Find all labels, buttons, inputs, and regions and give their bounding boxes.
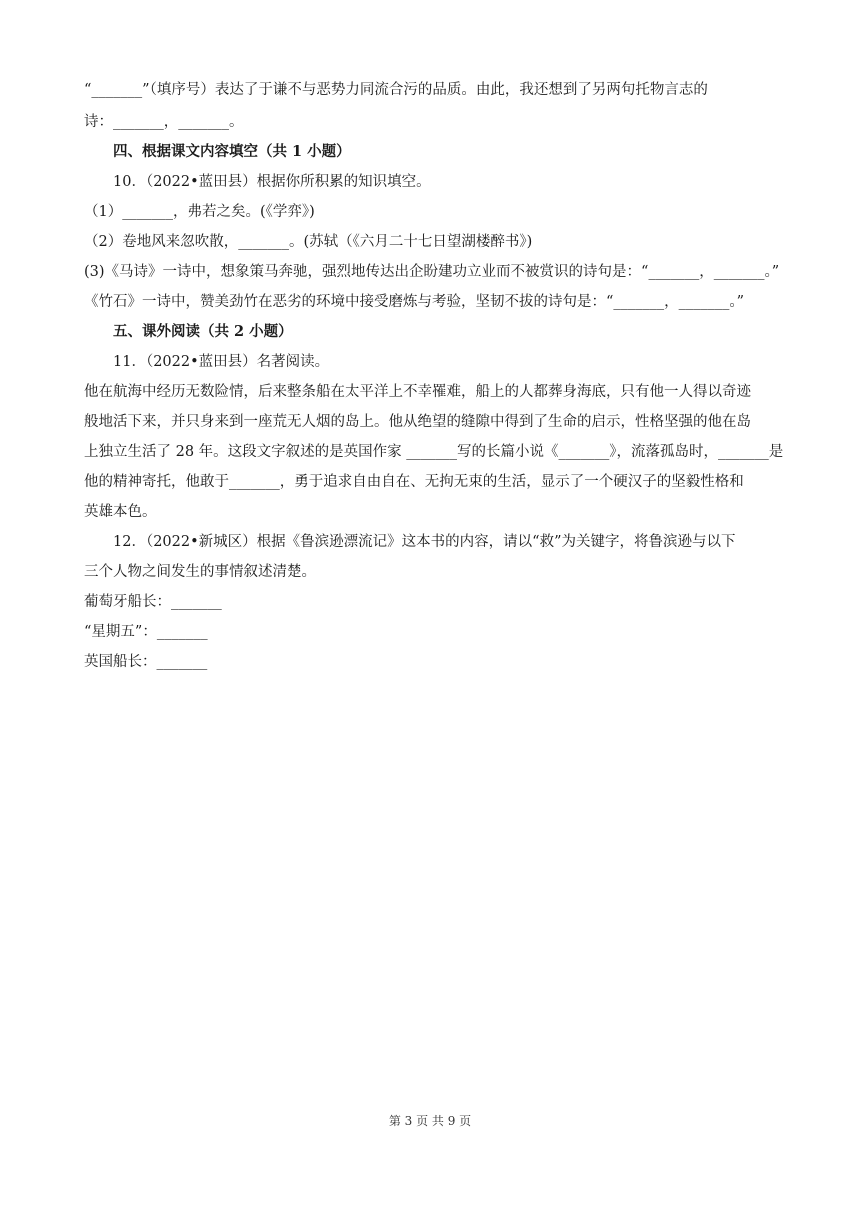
q12-answer-friday: “星期五”：_______: [84, 624, 208, 640]
section-heading-4: 四、根据课文内容填空（共 1 小题）: [84, 143, 351, 160]
q11-paragraph-line-2: 般地活下来，并只身来到一座荒无人烟的岛上。他从绝望的缝隙中得到了生命的启示，性格坚强的他在岛: [84, 414, 751, 430]
q10-item-2: （2）卷地风来忽吹散，_______。(苏轼（《六月二十七日望湖楼醉书》): [84, 234, 533, 250]
q10-item-1: （1）_______，弗若之矣。(《学弈》): [84, 204, 315, 220]
page-footer: 第 3 页 共 9 页: [388, 1114, 472, 1128]
q12-answer-english-captain: 英国船长：_______: [84, 654, 208, 670]
text-line-1: “_______”（填序号）表达了于谦不与恶势力同流合污的品质。由此，我还想到了另两句托物言志的: [84, 82, 708, 98]
q11-paragraph-line-1: 他在航海中经历无数险情，后来整条船在太平洋上不幸罹难，船上的人都葬身海底，只有他一人得以奇迹: [84, 384, 751, 400]
q12-answer-portuguese-captain: 葡萄牙船长：_______: [84, 594, 222, 610]
q10-item-3-cont: 《竹石》一诗中，赞美劲竹在恶劣的环境中接受磨炼与考验，坚韧不拔的诗句是：“_______，_______。”: [84, 294, 745, 310]
text-line-2: 诗：_______，_______。: [84, 114, 244, 130]
q11-paragraph-line-4: 他的精神寄托，他敢于_______，勇于追求自由自在、无拘无束的生活，显示了一个硬汉子的坚毅性格和: [84, 474, 744, 490]
question-12-cont: 三个人物之间发生的事情叙述清楚。: [84, 564, 316, 580]
question-12: 12．（2022•新城区）根据《鲁滨逊漂流记》这本书的内容，请以“救”为关键字，将鲁滨逊与以下: [84, 534, 736, 550]
q11-paragraph-line-5: 英雄本色。: [84, 504, 157, 520]
q10-item-3: (3)《马诗》一诗中，想象策马奔驰，强烈地传达出企盼建功立业而不被赏识的诗句是：“_______，_______。”: [84, 264, 780, 280]
q11-paragraph-line-3: 上独立生活了 28 年。这段文字叙述的是英国作家 _______写的长篇小说《_______》，流落孤岛时，_______是: [84, 444, 784, 460]
section-heading-5: 五、课外阅读（共 2 小题）: [84, 323, 293, 340]
question-10: 10．（2022•蓝田县）根据你所积累的知识填空。: [84, 174, 431, 190]
question-11: 11．（2022•蓝田县）名著阅读。: [84, 354, 330, 370]
